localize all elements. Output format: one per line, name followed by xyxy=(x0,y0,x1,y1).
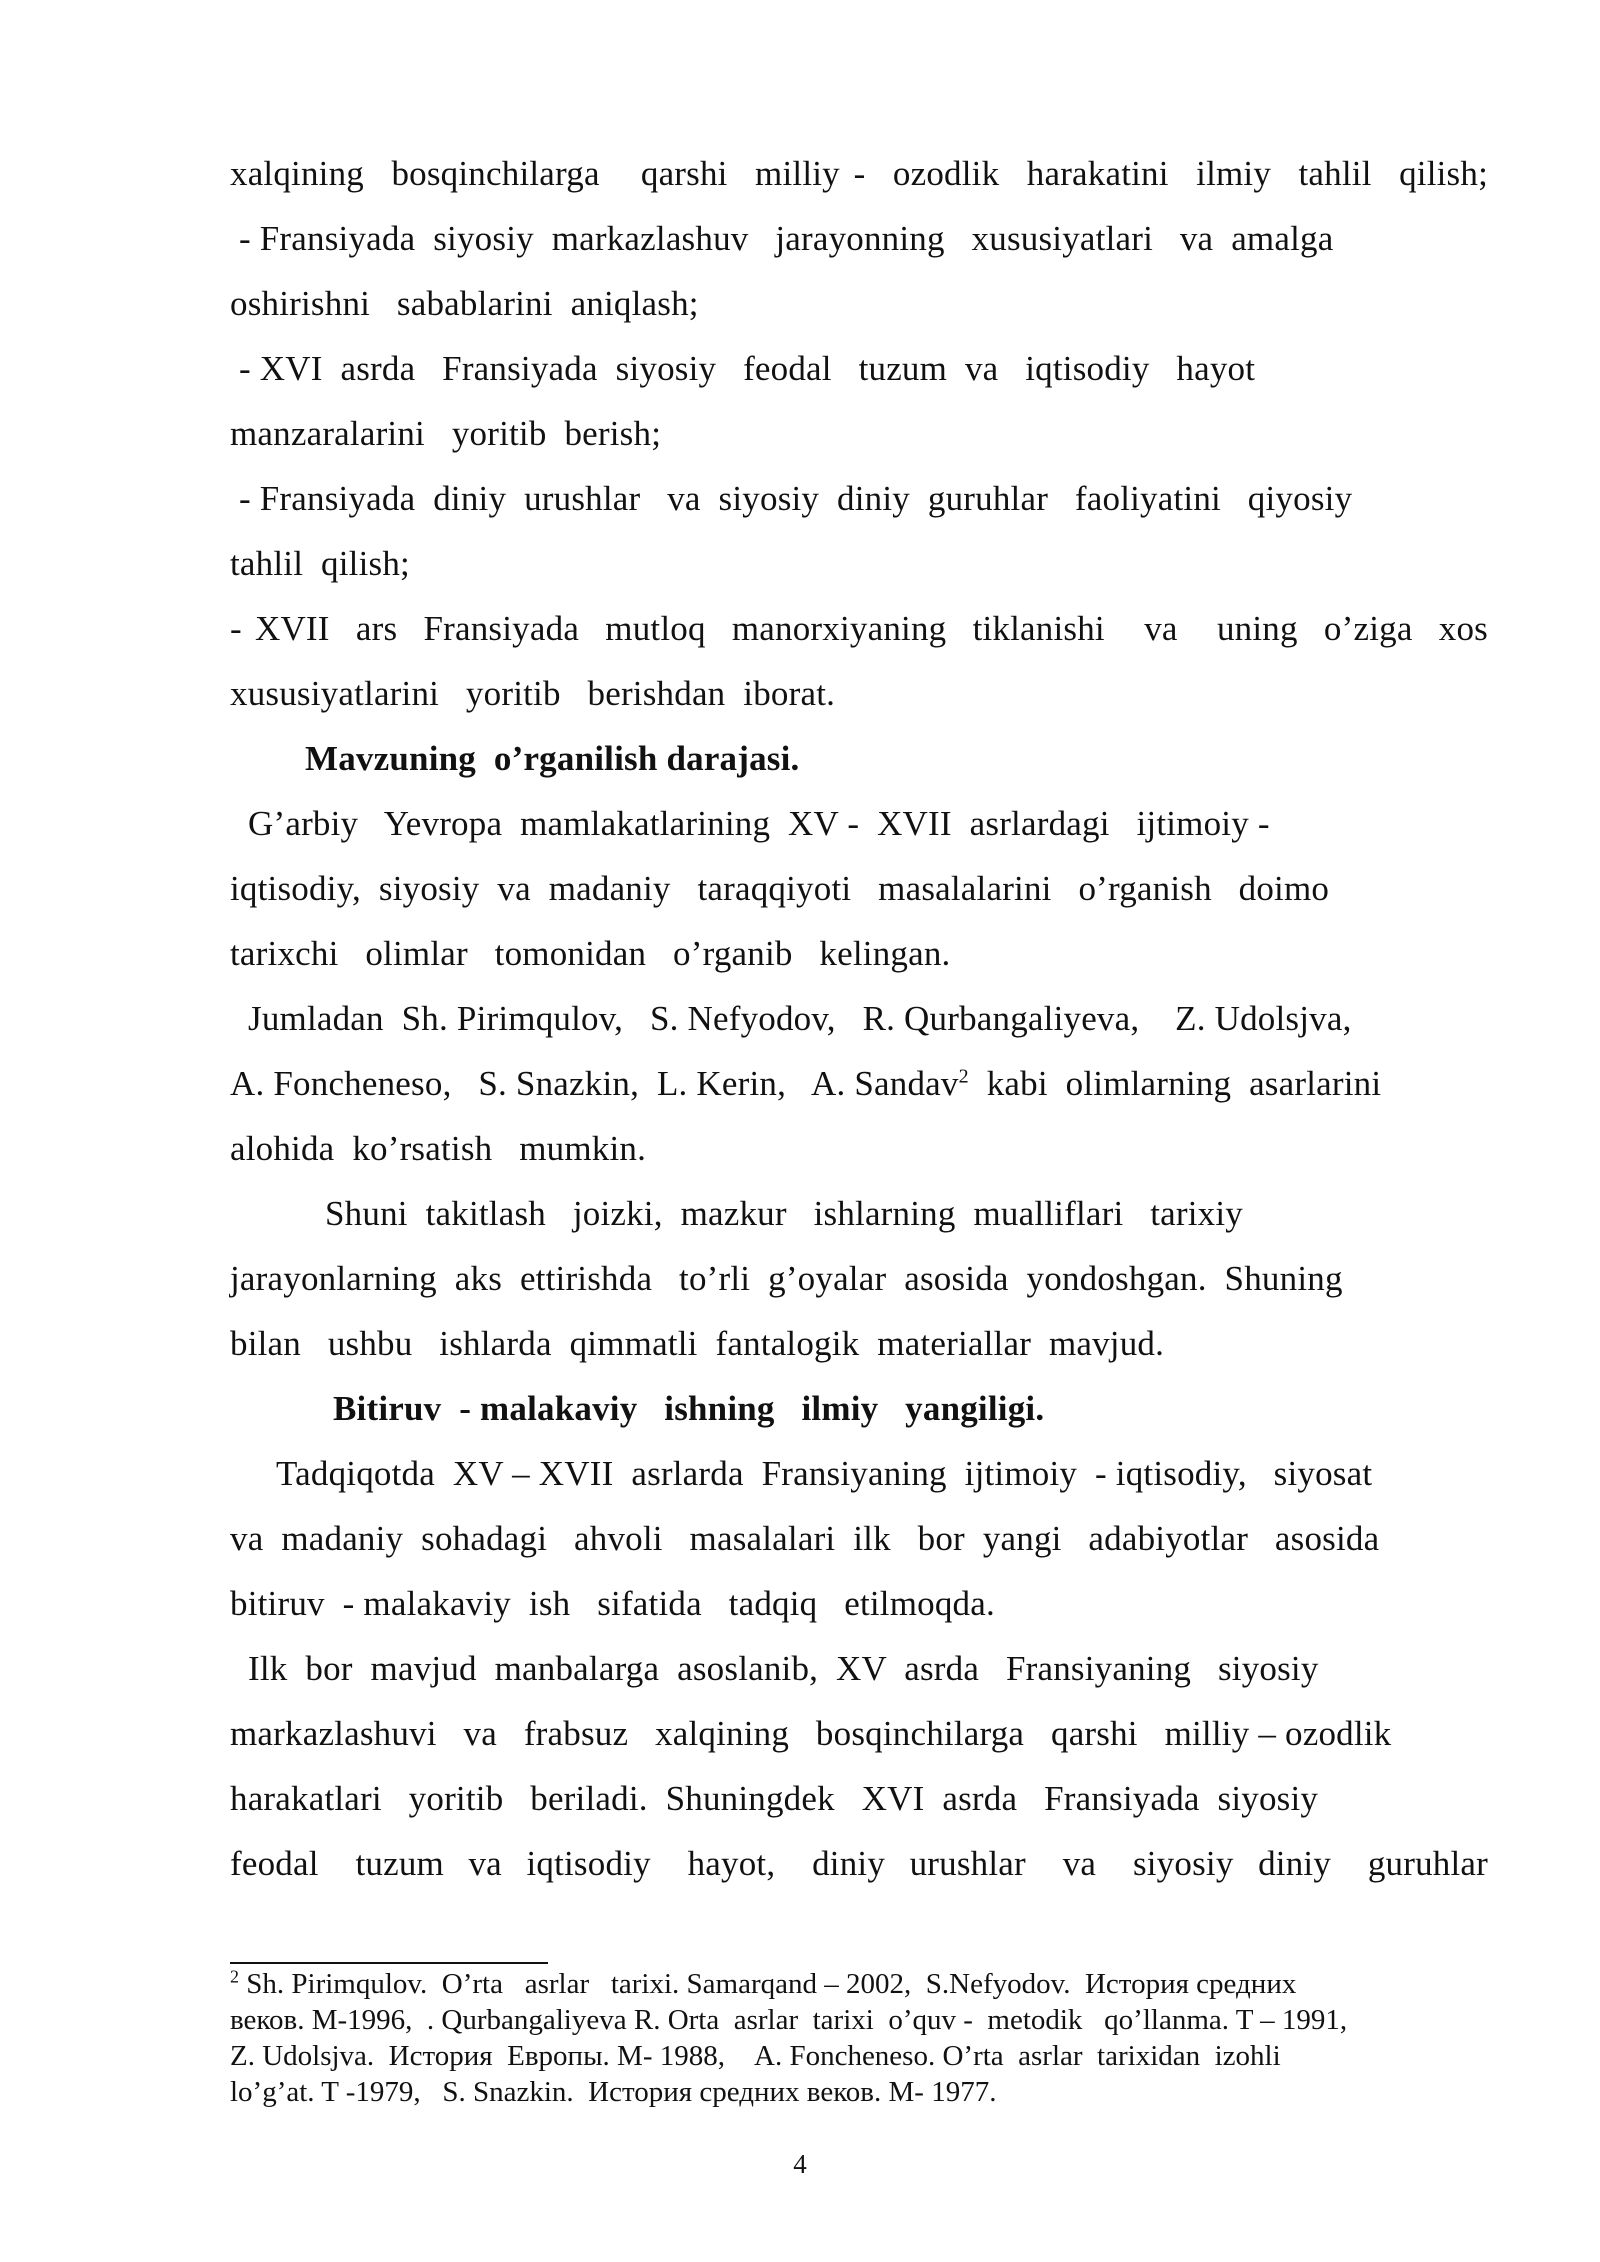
body-line-25: Ilk bor mavjud manbalarga asoslanib, XV asrda Fransiyaning siyosiy xyxy=(248,1649,1319,1688)
footnote-line-3: Z. Udolsjva. История Европы. М- 1988, A. Foncheneso. O’rta asrlar tarixidan izohli xyxy=(230,2040,1281,2072)
body-line-3: oshirishni sabablarini aniqlash; xyxy=(230,284,699,323)
footnote-line-2: веков. М-1996, . Qurbangaliyeva R. Orta asrlar tarixi o’quv - metodik qo’llanma. T – 1991, xyxy=(230,2004,1348,2036)
body-line-7: tahlil qilish; xyxy=(230,544,410,583)
body-line-24: bitiruv - malakaviy ish sifatida tadqiq etilmoqda. xyxy=(230,1584,995,1623)
body-line-19: bilan ushbu ishlarda qimmatli fantalogik materiallar mavjud. xyxy=(230,1324,1165,1363)
footnote-marker: 2 xyxy=(230,1966,239,1987)
body-line-17: Shuni takitlash joizki, mazkur ishlarning mualliflari tarixiy xyxy=(325,1194,1244,1233)
section-heading-novelty: Bitiruv - malakaviy ishning ilmiy yangiligi. xyxy=(333,1389,1045,1428)
body-line-12: iqtisodiy, siyosiy va madaniy taraqqiyoti masalalarini o’rganish doimo xyxy=(230,869,1330,908)
body-line-15-text: A. Foncheneso, S. Snazkin, L. Kerin, A. Sandav xyxy=(230,1064,959,1103)
body-line-1: xalqining bosqinchilarga qarshi milliy - ozodlik harakatini ilmiy tahlil qilish; xyxy=(230,154,1488,193)
body-line-13: tarixchi olimlar tomonidan o’rganib kelingan. xyxy=(230,934,951,973)
footnote-separator xyxy=(230,1962,548,1964)
body-line-15-tail: kabi olimlarning asarlarini xyxy=(968,1064,1382,1103)
footnote-line-1 xyxy=(230,1966,1296,2002)
body-line-8: - XVII ars Fransiyada mutloq manorxiyaning tiklanishi va uning o’ziga xos xyxy=(230,609,1488,648)
body-line-4: - XVI asrda Fransiyada siyosiy feodal tuzum va iqtisodiy hayot xyxy=(230,349,1256,388)
footnote-reference: 2 xyxy=(958,1065,969,1088)
body-line-14: Jumladan Sh. Pirimqulov, S. Nefyodov, R. Qurbangaliyeva, Z. Udolsjva, xyxy=(248,999,1352,1038)
body-line-22: Tadqiqotda XV – XVII asrlarda Fransiyaning ijtimoiy - iqtisodiy, siyosat xyxy=(276,1454,1373,1493)
page-number: 4 xyxy=(793,2149,807,2179)
section-heading-research-degree: Mavzuning o’rganilish darajasi. xyxy=(305,739,800,778)
body-line-6: - Fransiyada diniy urushlar va siyosiy diniy guruhlar faoliyatini qiyosiy xyxy=(230,479,1353,518)
footnote-line-1-text: Sh. Pirimqulov. O’rta asrlar tarixi. Samarqand – 2002, S.Nefyodov. История средних xyxy=(239,1968,1297,2000)
body-line-9: xususiyatlarini yoritib berishdan iborat. xyxy=(230,674,836,713)
body-line-26: markazlashuvi va frabsuz xalqining bosqinchilarga qarshi milliy – ozodlik xyxy=(230,1714,1392,1753)
body-line-5: manzaralarini yoritib berish; xyxy=(230,414,662,453)
body-line-15 xyxy=(230,1062,1381,1106)
body-line-16: alohida ko’rsatish mumkin. xyxy=(230,1129,647,1168)
body-line-2: - Fransiyada siyosiy markazlashuv jarayonning xususiyatlari va amalga xyxy=(230,219,1334,258)
footnote-line-4: lo’g’at. T -1979, S. Snazkin. История средних веков. М- 1977. xyxy=(230,2076,997,2108)
body-line-27: harakatlari yoritib beriladi. Shuningdek XVI asrda Fransiyada siyosiy xyxy=(230,1779,1319,1818)
body-line-28: feodal tuzum va iqtisodiy hayot, diniy urushlar va siyosiy diniy guruhlar xyxy=(230,1844,1488,1883)
body-line-11: G’arbiy Yevropa mamlakatlarining XV - XVII asrlardagi ijtimoiy - xyxy=(248,804,1270,843)
body-line-18: jarayonlarning aks ettirishda to’rli g’oyalar asosida yondoshgan. Shuning xyxy=(230,1259,1343,1298)
body-line-23: va madaniy sohadagi ahvoli masalalari ilk bor yangi adabiyotlar asosida xyxy=(230,1519,1380,1558)
